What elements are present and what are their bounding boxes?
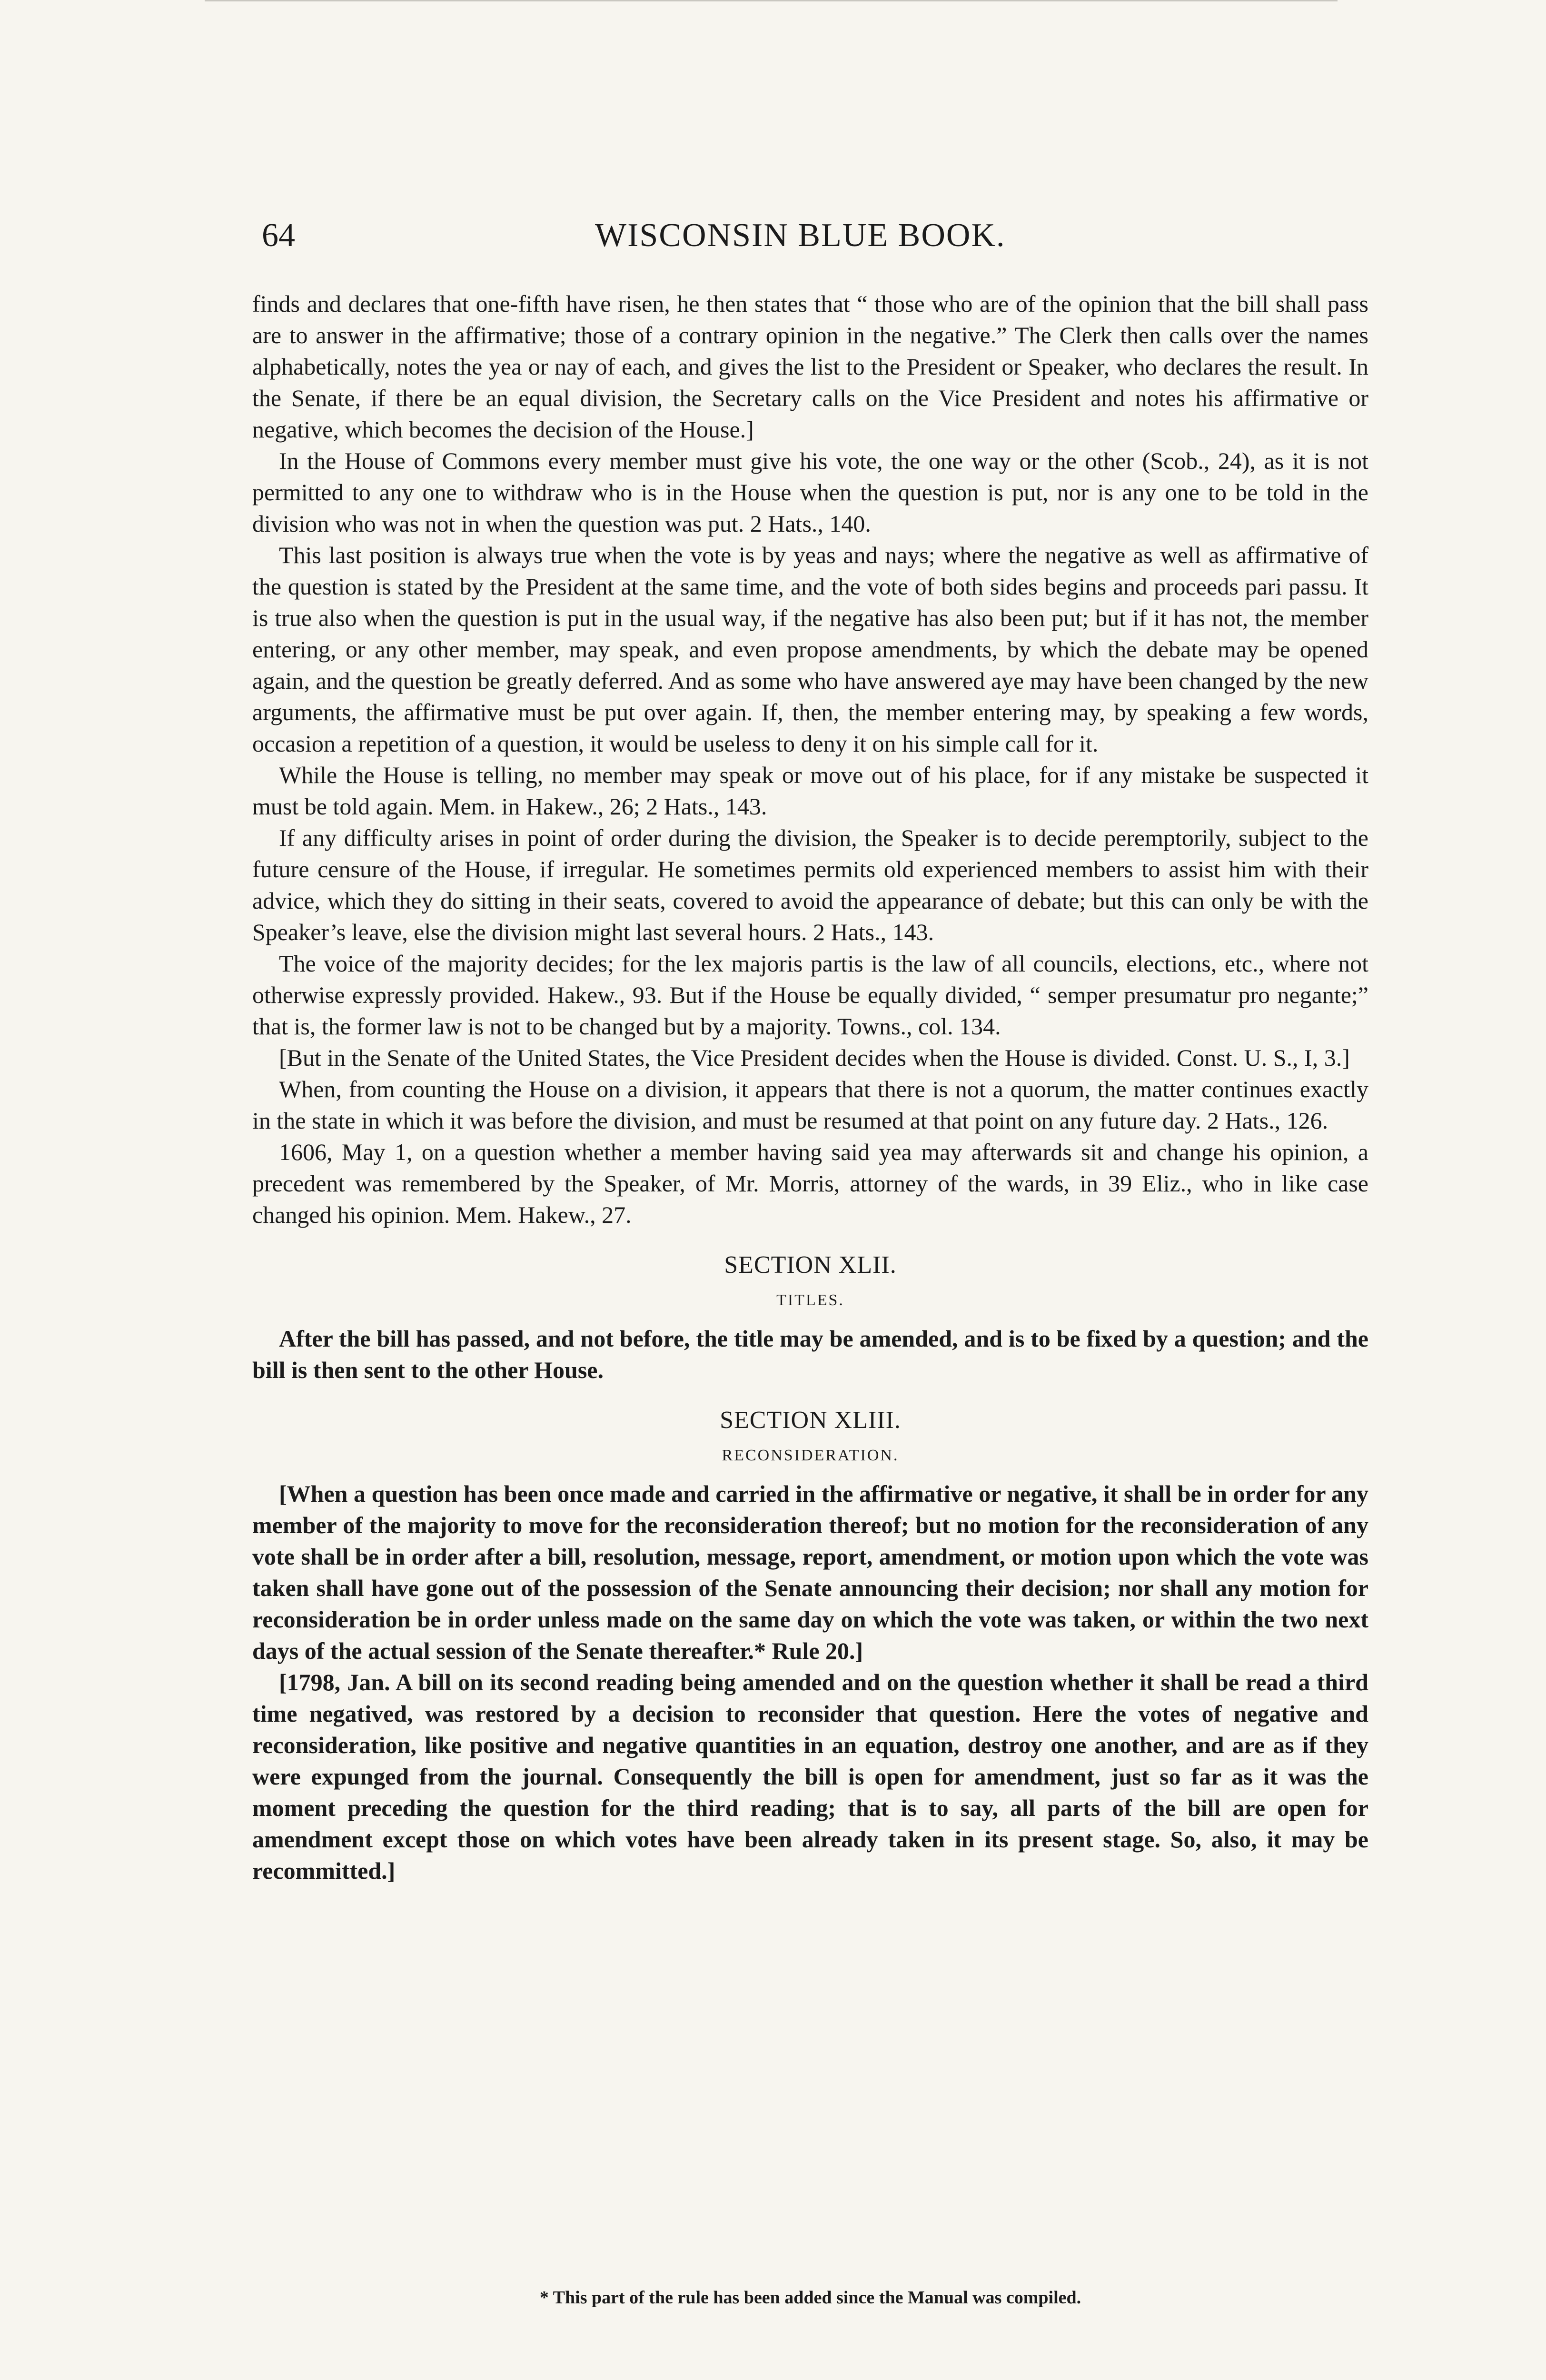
paragraph: In the House of Commons every member must give his vote, the one way or the other (Scob., 24), as it is not permitted to any one to withdraw who is in the House when the question is put, nor is any one to be told in the division who was not in when the question was put. 2 Hats., 140. [252,447,1368,537]
page-body [252,288,1368,1886]
paragraph: When, from counting the House on a division, it appears that there is not a quorum, the matter continues exactly in the state in which it was before the division, and must be resumed at that point on any future day. 2 Hats., 126. [252,1076,1368,1134]
paragraph: 1606, May 1, on a question whether a member having said yea may afterwards sit and change his opinion, a precedent was remembered by the Speaker, of Mr. Morris, attorney of the wards, in 39 Eliz., who in like case changed his opinion. Mem. Hakew., 27. [252,1139,1368,1228]
section-42-title: SECTION XLII. [724,1251,897,1279]
paragraph: This last position is always true when the vote is by yeas and nays; where the negative as well as affirmative of the question is stated by the President at the same time, and the vote of both sides begins and proceeds pari passu. It is true also when the question is put in the usual way, if the negative has also been put; but if it has not, the member entering, or any other member, may speak, and even propose amendments, by which the debate may be opened again, and the question be greatly deferred. And as some who have answered aye may have been changed by the new arguments, the affirmative must be put over again. If, then, the member entering may, by speaking a few words, occasion a repetition of a question, it would be useless to deny it on his simple call for it. [252,542,1368,757]
section-43-subtitle: RECONSIDERATION. [722,1447,899,1464]
paragraph: [But in the Senate of the United States, the Vice President decides when the House is divided. Const. U. S., I, 3.] [279,1044,1350,1071]
paragraph: If any difficulty arises in point of order during the division, the Speaker is to decide peremptorily, subject to the future censure of the House, if irregular. He sometimes permits old experienced members to assist him with their advice, which they do sitting in their seats, covered to avoid the appearance of debate; but this can only be with the Speaker’s leave, else the division might last several hours. 2 Hats., 143. [252,824,1368,945]
paragraph: finds and declares that one-fifth have risen, he then states that “ those who are of the opinion that the bill shall pass are to answer in the affirmative; those of a contrary opinion in the negative.” The Clerk then calls over the names alphabetically, notes the yea or nay of each, and gives the list to the President or Speaker, who declares the result. In the Senate, if there be an equal division, the Secretary calls on the Vice President and notes his affirmative or negative, which becomes the decision of the House.] [252,290,1368,443]
section-43-title: SECTION XLIII. [720,1407,901,1434]
section-43-paragraph: [1798, Jan. A bill on its second reading being amended and on the question whether it shall be read a third time negatived, was restored by a decision to reconsider that question. Here the votes of negative and reconsideration, like positive and negative quantities in an equation, destroy one another, and are as if they were expunged from the journal. Consequently the bill is open for amendment, just so far as it was the moment preceding the question for the third reading; that is to say, all parts of the bill are open for amendment except those on which votes have been already taken in its present stage. So, also, it may be recommitted.] [252,1669,1368,1884]
page-number: 64 [262,217,295,254]
paragraph: While the House is telling, no member may speak or move out of his place, for if any mistake be suspected it must be told again. Mem. in Hakew., 26; 2 Hats., 143. [252,762,1368,820]
section-42-text: After the bill has passed, and not before, the title may be amended, and is to be fixed by a question; and the bill is then sent to the other House. [252,1325,1368,1383]
running-title: WISCONSIN BLUE BOOK. [595,217,1006,254]
footnote: * This part of the rule has been added since the Manual was compiled. [539,2288,1081,2308]
page-header [252,217,1368,259]
paragraph: The voice of the majority decides; for the lex majoris partis is the law of all councils, elections, etc., where not otherwise expressly provided. Hakew., 93. But if the House be equally divided, “ semper presumatur pro negante;” that is, the former law is not to be changed but by a majority. Towns., col. 134. [252,950,1368,1040]
page-edge-line [205,0,1338,1]
section-43-paragraph: [When a question has been once made and carried in the affirmative or negative, it shall be in order for any member of the majority to move for the reconsideration thereof; but no motion for the reconsideration of any vote shall be in order after a bill, resolution, message, report, amendment, or motion upon which the vote was taken shall have gone out of the possession of the Senate announcing their decision; nor shall any motion for reconsideration be in order unless made on the same day on which the vote was taken, or within the two next days of the actual session of the Senate thereafter.* Rule 20.] [252,1480,1368,1664]
section-42-subtitle: TITLES. [776,1291,844,1309]
